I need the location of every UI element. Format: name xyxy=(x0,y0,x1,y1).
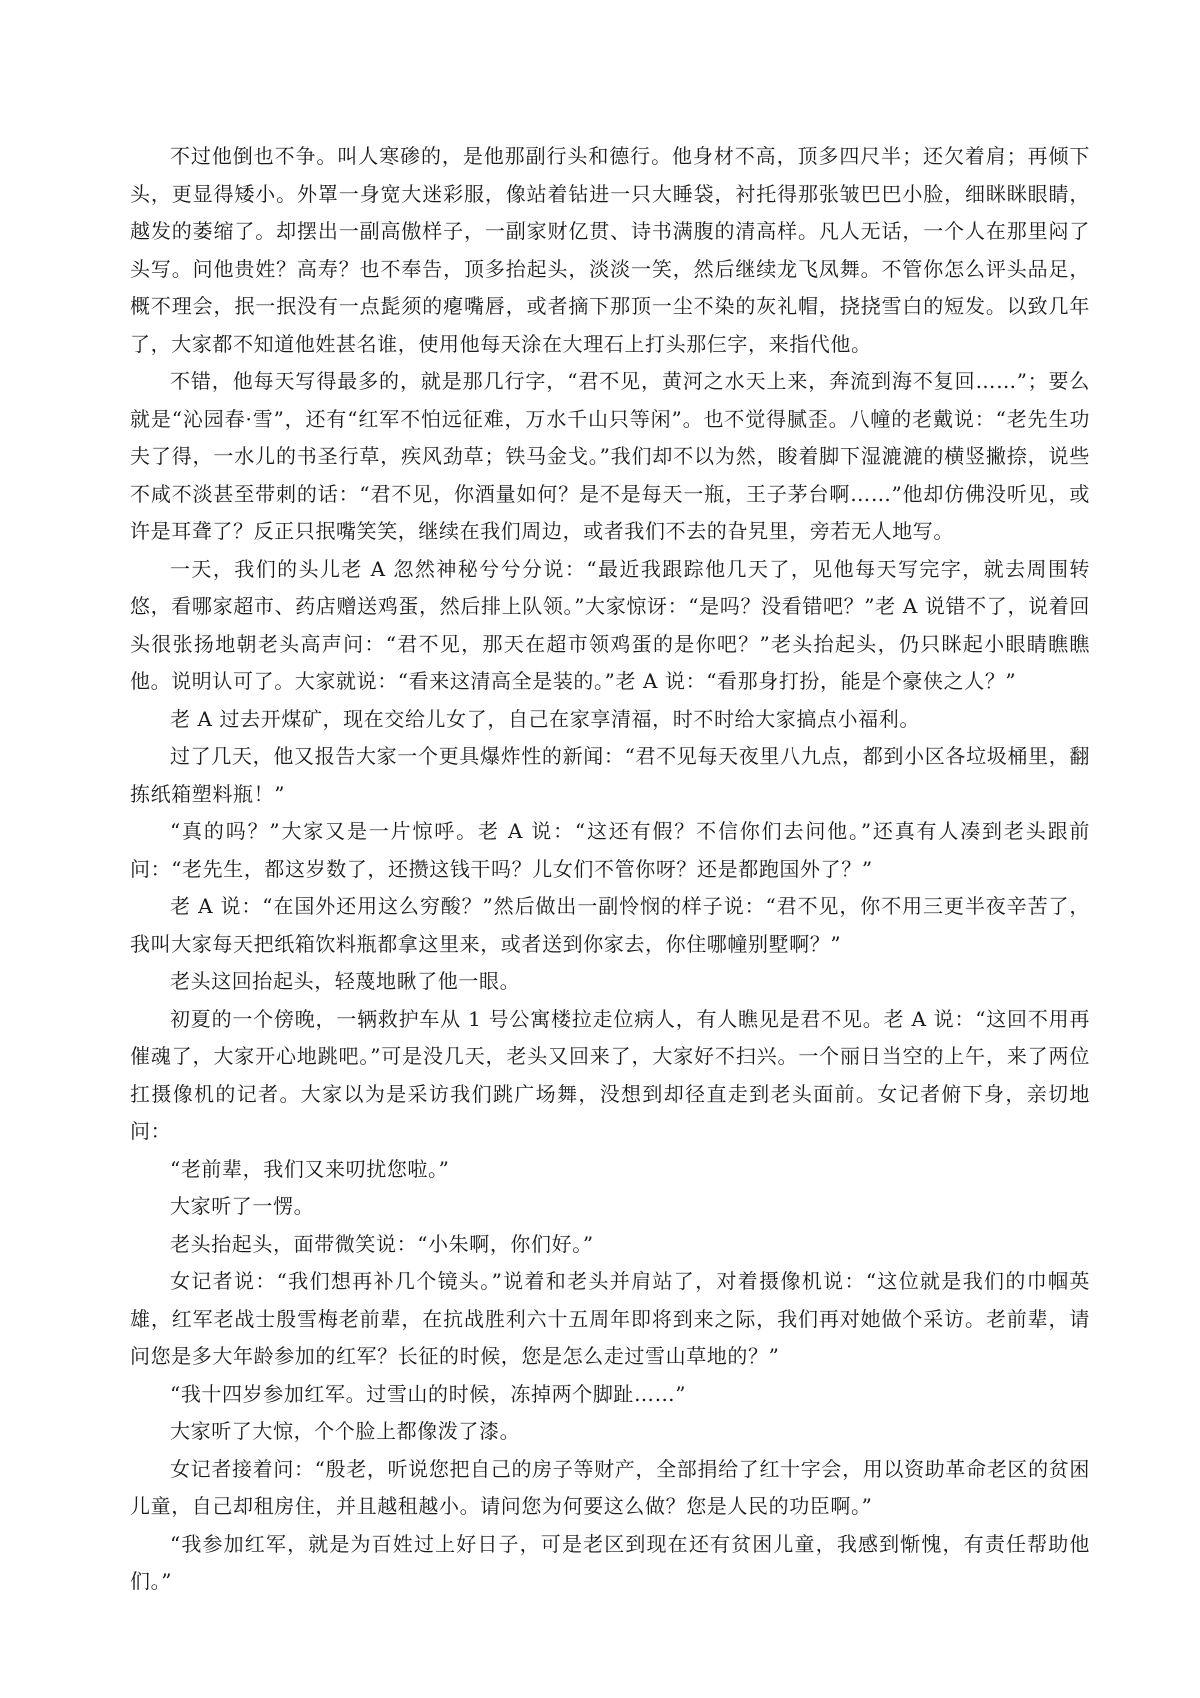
paragraph: 老 A 过去开煤矿，现在交给儿女了，自己在家享清福，时不时给大家搞点小福利。 xyxy=(170,706,920,731)
paragraph: 老 A 说：“在国外还用这么穷酸？”然后做出一副怜悯的样子说：“君不见，你不用三更半夜辛苦了，我叫大家每天把纸箱饮料瓶都拿这里来，或者送到你家去，你住哪幢别墅啊？” xyxy=(130,894,1090,956)
paragraph: “我参加红军，就是为百姓过上好日子，可是老区到现在还有贫困儿童，我感到惭愧，有责任帮助他们。” xyxy=(130,1531,1090,1593)
paragraph: “我十四岁参加红军。过雪山的时候，冻掉两个脚趾……” xyxy=(170,1381,687,1406)
paragraph: 大家听了大惊，个个脸上都像泼了漆。 xyxy=(170,1419,521,1443)
paragraph: 大家听了一愣。 xyxy=(170,1194,315,1218)
paragraph: 过了几天，他又报告大家一个更具爆炸性的新闻：“君不见每天夜里八九点，都到小区各垃圾桶里，翻拣纸箱塑料瓶！” xyxy=(130,744,1090,806)
paragraph: 不过他倒也不争。叫人寒碜的，是他那副行头和德行。他身材不高，顶多四尺半；还欠着肩；再倾下头，更显得矮小。外罩一身宽大迷彩服，像站着钻进一只大睡袋，衬托得那张皱巴巴小脸，细眯眯眼睛，越发的萎缩了。却摆出一副高傲样子，一副家财亿贯、诗书满腹的清高样。凡人无话，一个人在那里闷了头写。问他贵姓？高寿？也不奉告，顶多抬起头，淡淡一笑，然后继续龙飞凤舞。不管你怎么评头品足，概不理会，抿一抿没有一点髭须的瘪嘴唇，或者摘下那顶一尘不染的灰礼帽，挠挠雪白的短发。以致几年了，大家都不知道他姓甚名谁，使用他每天涂在大理石上打头那仨字，来指代他。 xyxy=(130,144,1090,356)
paragraph: 女记者说：“我们想再补几个镜头。”说着和老头并肩站了，对着摄像机说：“这位就是我们的巾帼英雄，红军老战士殷雪梅老前辈，在抗战胜利六十五周年即将到来之际，我们再对她做个采访。老前辈，请问您是多大年龄参加的红军？长征的时候，您是怎么走过雪山草地的？” xyxy=(130,1269,1090,1368)
paragraph: 老头这回抬起头，轻蔑地瞅了他一眼。 xyxy=(170,969,521,993)
paragraph: 不错，他每天写得最多的，就是那几行字，“君不见，黄河之水天上来，奔流到海不复回……”；要么就是“沁园春·雪”，还有“红军不怕远征难，万水千山只等闲”。也不觉得腻歪。八幢的老戴说：“老先生功夫了得，一水儿的书圣行草，疾风劲草；铁马金戈。”我们却不以为然，睃着脚下湿漉漉的横竖撇捺，说些不咸不淡甚至带刺的话：“君不见，你酒量如何？是不是每天一瓶，王子茅台啊……”他却仿佛没听见，或许是耳聋了？反正只抿嘴笑笑，继续在我们周边，或者我们不去的旮旯里，旁若无人地写。 xyxy=(130,369,1090,543)
story-text xyxy=(130,138,1090,1601)
paragraph: 老头抬起头，面带微笑说：“小朱啊，你们好。” xyxy=(170,1231,594,1256)
paragraph: 初夏的一个傍晚，一辆救护车从 1 号公寓楼拉走位病人，有人瞧见是君不见。老 A 说：“这回不用再催魂了，大家开心地跳吧。”可是没几天，老头又回来了，大家好不扫兴。一个丽日当空的上午，来了两位扛摄像机的记者。大家以为是采访我们跳广场舞，没想到却径直走到老头面前。女记者俯下身，亲切地问： xyxy=(130,1006,1090,1143)
paragraph: “老前辈，我们又来叨扰您啦。” xyxy=(170,1156,450,1181)
paragraph: 一天，我们的头儿老 A 忽然神秘兮兮分说：“最近我跟踪他几天了，见他每天写完字，就去周围转悠，看哪家超市、药店赠送鸡蛋，然后排上队领。”大家惊讶：“是吗？没看错吧？”老 A 说错不了，说着回头很张扬地朝老头高声问：“君不见，那天在超市领鸡蛋的是你吧？”老头抬起头，仍只眯起小眼睛瞧瞧他。说明认可了。大家就说：“看来这清高全是装的。”老 A 说：“看那身打扮，能是个豪侠之人？” xyxy=(130,556,1090,693)
paragraph: 女记者接着问：“殷老，听说您把自己的房子等财产，全部捐给了红十字会，用以资助革命老区的贫困儿童，自己却租房住，并且越租越小。请问您为何要这么做？您是人民的功臣啊。” xyxy=(130,1456,1090,1518)
paragraph: “真的吗？”大家又是一片惊呼。老 A 说：“这还有假？不信你们去问他。”还真有人凑到老头跟前问：“老先生，都这岁数了，还攒这钱干吗？儿女们不管你呀？还是都跑国外了？” xyxy=(130,819,1090,881)
